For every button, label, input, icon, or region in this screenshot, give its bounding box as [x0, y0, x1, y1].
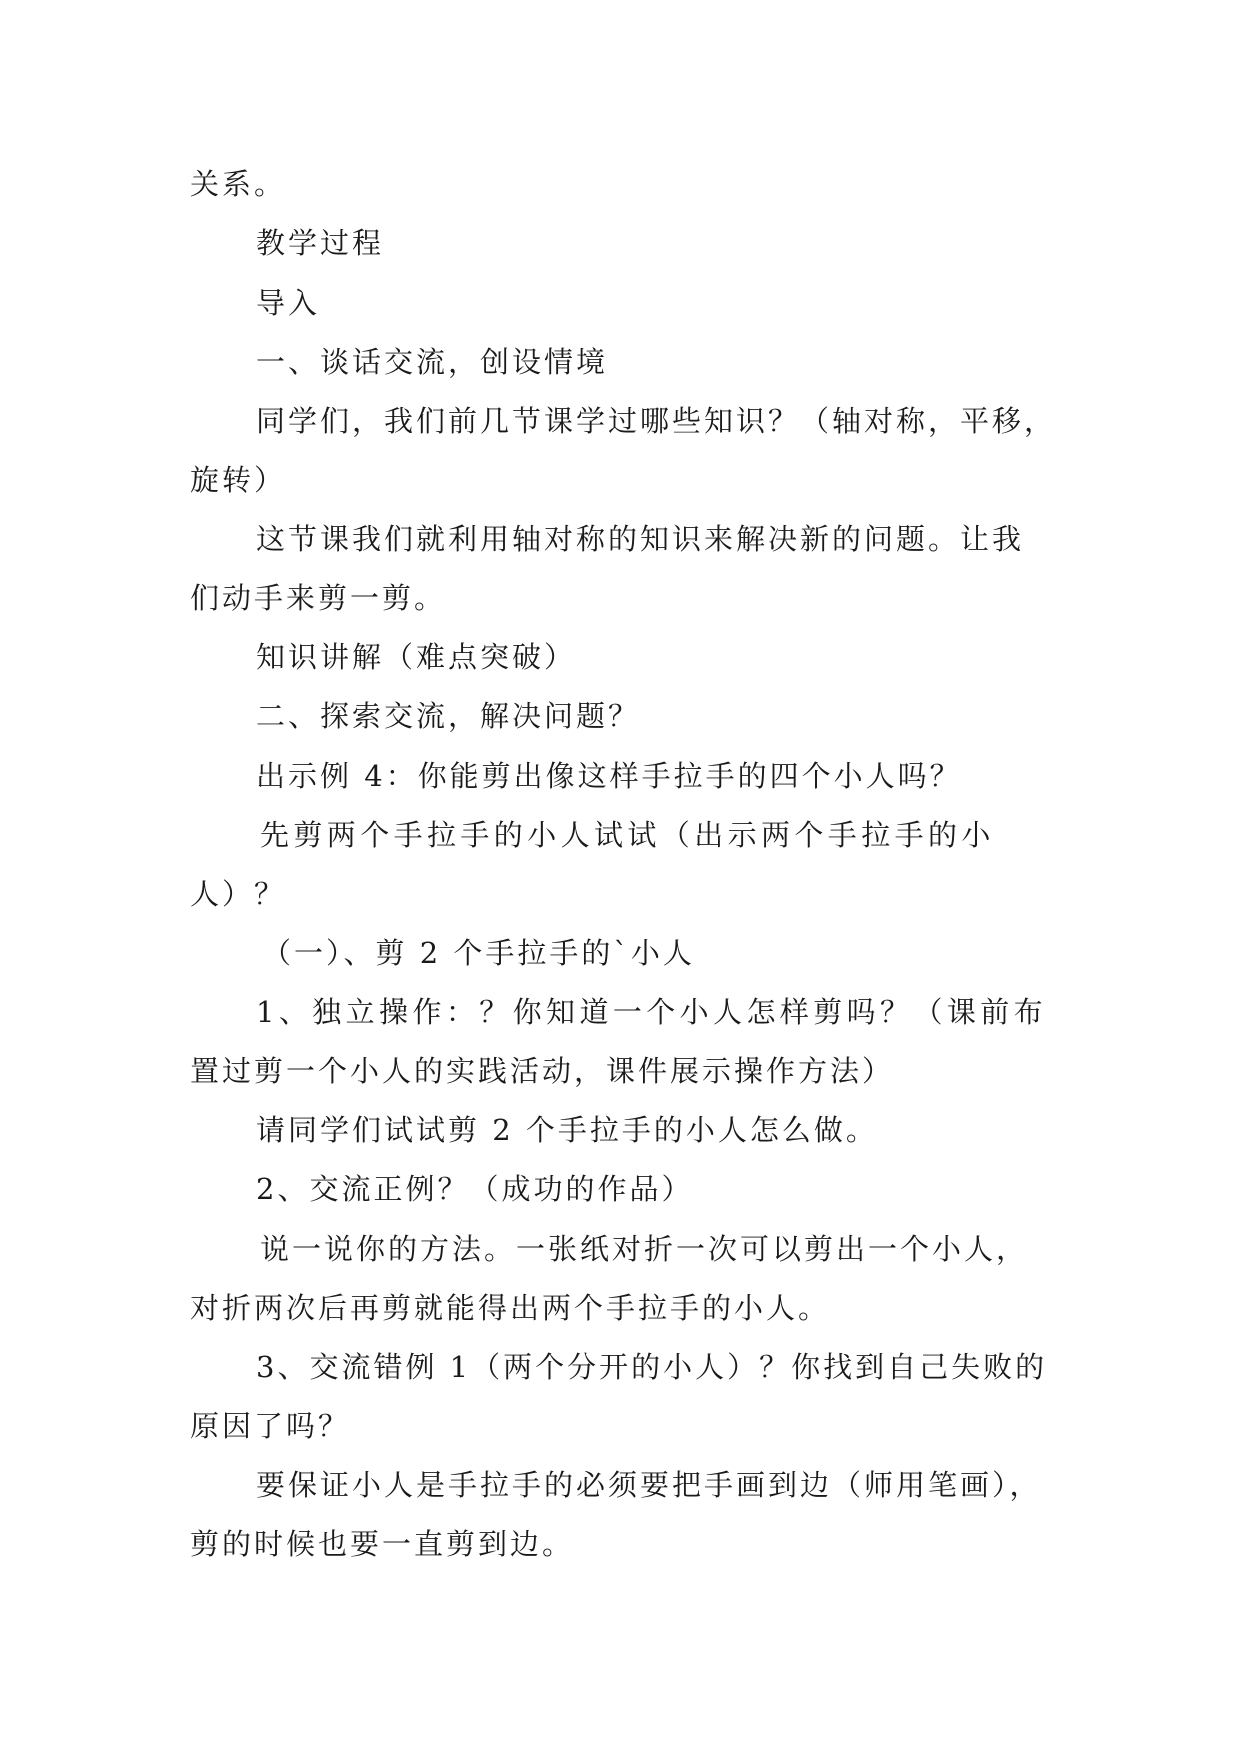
body-line: 说一说你的方法。一张纸对折一次可以剪出一个小人，	[260, 1232, 1029, 1266]
body-line: 请同学们试试剪 2 个手拉手的小人怎么做。	[256, 1113, 878, 1147]
body-line: 要保证小人是手拉手的必须要把手画到边（师用笔画），	[256, 1468, 1042, 1502]
sub-heading: （一）、剪 2 个手拉手的`小人	[262, 936, 695, 970]
body-line: 人）？	[190, 877, 287, 911]
section-heading: 知识讲解（难点突破）	[256, 640, 577, 674]
body-line: 1、独立操作：？你知道一个小人怎样剪吗？（课前布	[256, 995, 1048, 1029]
body-line: 2、交流正例？（成功的作品）	[256, 1172, 694, 1206]
body-line: 3、交流错例 1（两个分开的小人）？你找到自己失败的	[256, 1350, 1048, 1384]
body-line: 剪的时候也要一直剪到边。	[190, 1527, 575, 1561]
body-line: 同学们，我们前几节课学过哪些知识？（轴对称，平移，	[256, 404, 1057, 438]
section-heading: 二、探索交流，解决问题？	[256, 699, 641, 733]
body-line: 置过剪一个小人的实践活动，课件展示操作方法）	[190, 1054, 895, 1088]
section-heading: 导入	[256, 286, 321, 320]
body-line: 对折两次后再剪就能得出两个手拉手的小人。	[190, 1291, 831, 1325]
body-line: 们动手来剪一剪。	[190, 581, 447, 615]
body-line: 原因了吗？	[190, 1409, 351, 1443]
body-line: 出示例 4：你能剪出像这样手拉手的四个小人吗？	[256, 759, 962, 793]
body-line: 先剪两个手拉手的小人试试（出示两个手拉手的小	[260, 818, 995, 852]
body-line: 这节课我们就利用轴对称的知识来解决新的问题。让我	[256, 522, 1025, 556]
body-line: 旋转）	[190, 463, 287, 497]
section-heading: 一、谈话交流，创设情境	[256, 345, 609, 379]
body-line: 关系。	[190, 167, 287, 201]
section-heading: 教学过程	[256, 226, 385, 260]
